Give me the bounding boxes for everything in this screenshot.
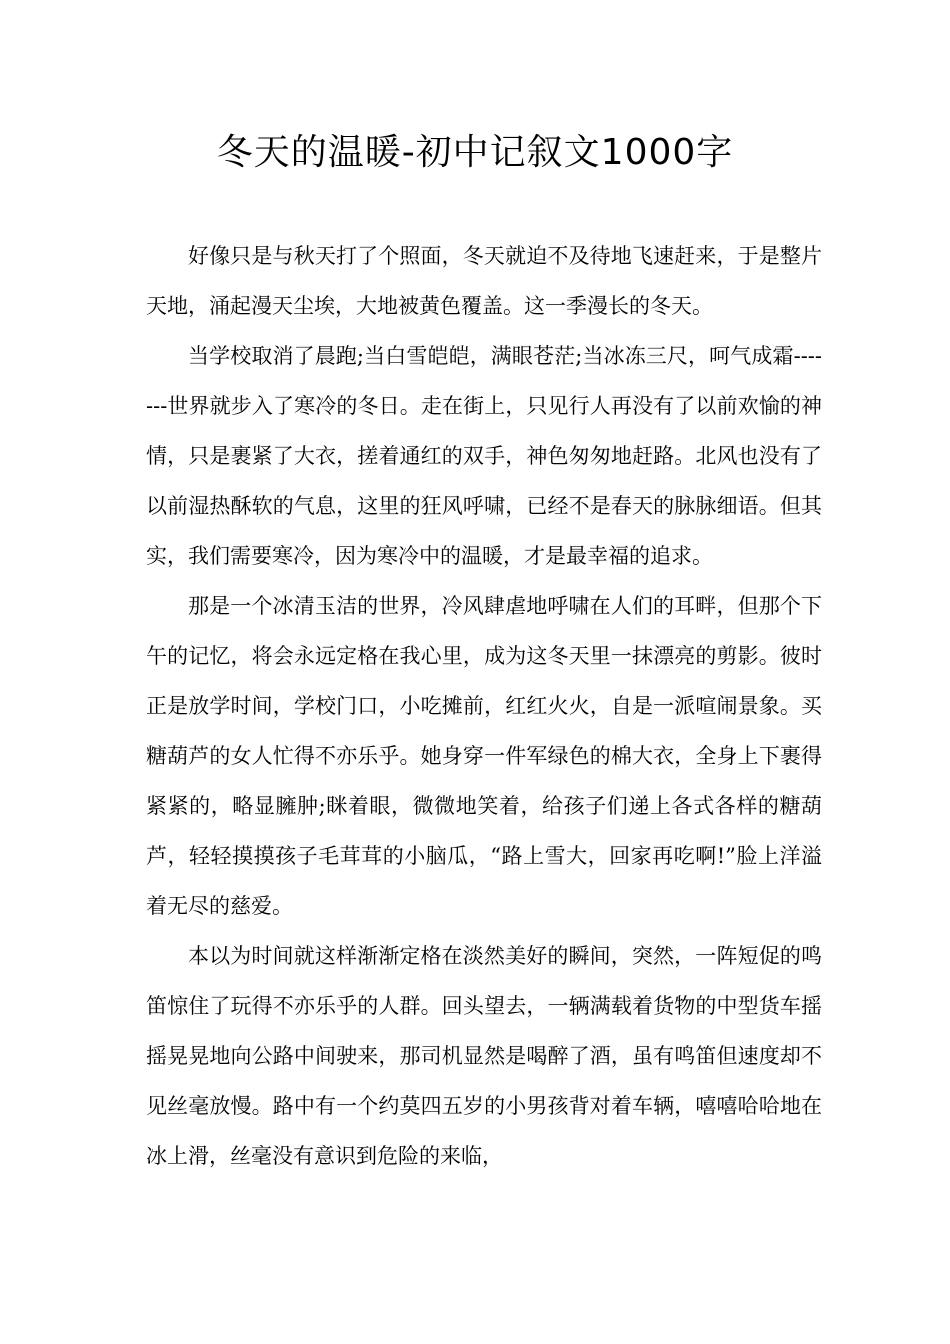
document-title: 冬天的温暖-初中记叙文1000字	[216, 132, 734, 173]
paragraph-4: 本以为时间就这样渐渐定格在淡然美好的瞬间，突然，一阵短促的鸣笛惊住了玩得不亦乐乎的人群。回头望去，一辆满载着货物的中型货车摇摇晃晃地向公路中间驶来，那司机显然是喝醉了酒，虽有鸣笛但速度却不见丝毫放慢。路中有一个约莫四五岁的小男孩背对着车辆，嘻嘻哈哈地在冰上滑，丝毫没有意识到危险的来临，	[146, 944, 822, 1168]
paragraph-3: 那是一个冰清玉洁的世界，冷风肆虐地呼啸在人们的耳畔，但那个下午的记忆，将会永远定格在我心里，成为这冬天里一抹漂亮的剪影。彼时正是放学时间，学校门口，小吃摊前，红红火火，自是一派喧闹景象。买糖葫芦的女人忙得不亦乐乎。她身穿一件军绿色的棉大衣，全身上下裹得紧紧的，略显臃肿;眯着眼，微微地笑着，给孩子们递上各式各样的糖葫芦，轻轻摸摸孩子毛茸茸的小脑瓜，“路上雪大，回家再吃啊!”脸上洋溢着无尽的慈爱。	[146, 594, 822, 918]
paragraph-2: 当学校取消了晨跑;当白雪皑皑，满眼苍茫;当冰冻三尺，呵气成霜-------世界就步入了寒冷的冬日。走在街上，只见行人再没有了以前欢愉的神情，只是裹紧了大衣，搓着通红的双手，神色匆匆地赶路。北风也没有了以前湿热酥软的气息，这里的狂风呼啸，已经不是春天的脉脉细语。但其实，我们需要寒冷，因为寒冷中的温暖，才是最幸福的追求。	[146, 344, 822, 568]
paragraph-1: 好像只是与秋天打了个照面，冬天就迫不及待地飞速赶来，于是整片天地，涌起漫天尘埃，大地被黄色覆盖。这一季漫长的冬天。	[146, 244, 822, 318]
document-body	[146, 231, 822, 1181]
